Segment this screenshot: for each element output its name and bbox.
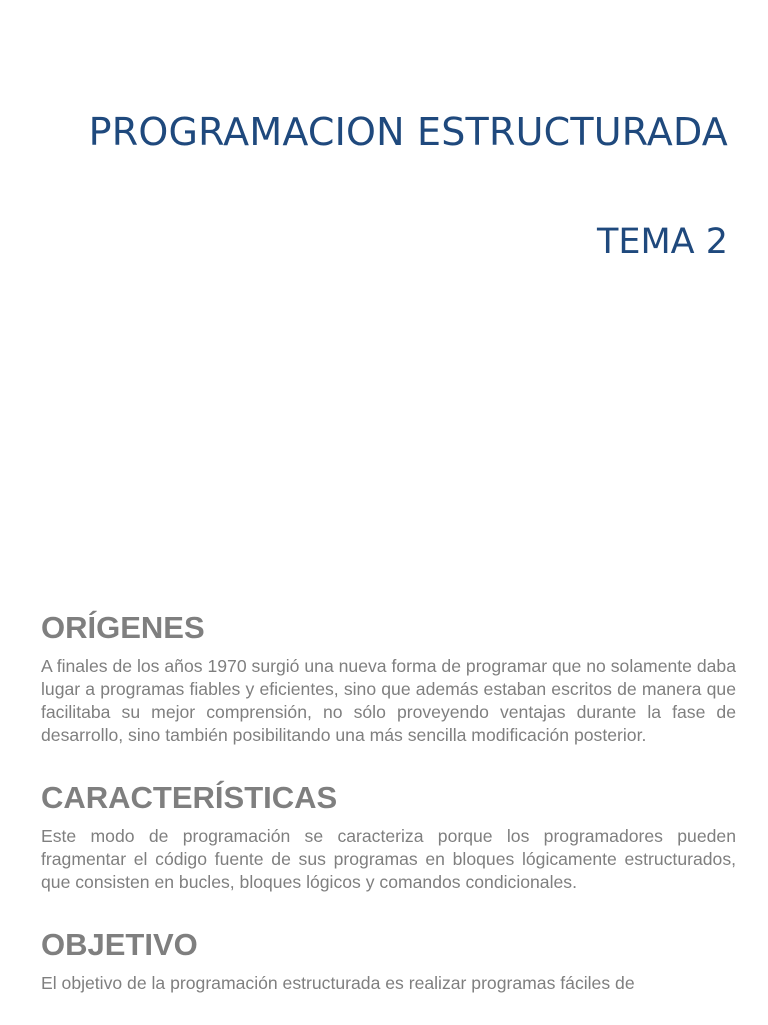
section-body-caracteristicas: Este modo de programación se caracteriza porque los programadores pueden fragmentar el código fuente de sus programas en bloques lógicamente estructurados, que consisten en bucles, bloques lógicos y comandos condicionales. <box>41 826 736 892</box>
section-objetivo <box>41 924 736 995</box>
section-heading-origenes: ORÍGENES <box>41 610 205 645</box>
section-caracteristicas <box>41 777 736 894</box>
section-body-origenes: A finales de los años 1970 surgió una nueva forma de programar que no solamente daba lugar a programas fiables y eficientes, sino que además estaban escritos de manera que facilitaba su mejor comprensión, no sólo proveyendo ventajas durante la fase de desarrollo, sino también posibilitando una más sencilla modificación posterior. <box>41 656 736 745</box>
section-heading-caracteristicas: CARACTERÍSTICAS <box>41 780 338 815</box>
section-heading-objetivo: OBJETIVO <box>41 927 198 962</box>
document-subtitle: TEMA 2 <box>596 222 728 262</box>
document-title: PROGRAMACION ESTRUCTURADA <box>88 110 728 154</box>
document-content <box>41 607 736 1025</box>
section-body-objetivo: El objetivo de la programación estructurada es realizar programas fáciles de <box>41 973 635 993</box>
section-origenes <box>41 607 736 747</box>
